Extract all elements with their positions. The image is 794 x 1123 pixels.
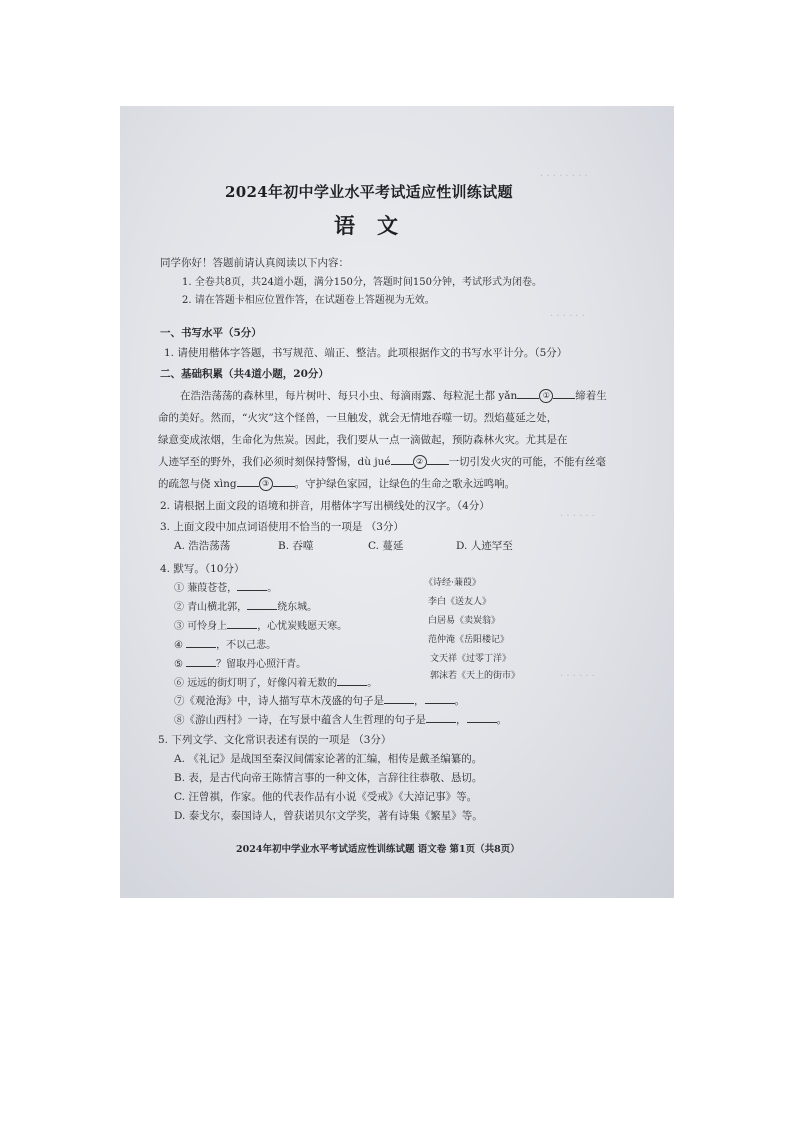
exam-page-photo: [120, 106, 674, 898]
subject-title: 语文: [334, 213, 420, 238]
blank-marker: ③: [259, 477, 273, 491]
passage-line: 在浩浩荡荡的森林里，每片树叶、每只小虫、每滴雨露、每粒泥土都 yǎn ① 缔着生: [180, 385, 607, 407]
recitation-source: 文天祥《过零丁洋》: [430, 654, 512, 664]
passage-line: 绿意变成浓烟，生命化为焦炭。因此，我们要从一点一滴做起，预防森林火灾。尤其是在: [158, 434, 568, 446]
option-c: C. 蔓延: [368, 540, 404, 552]
option-b: B. 吞噬: [278, 540, 314, 552]
option-b: B. 表，是古代向帝王陈情言事的一种文体，言辞往往恭敬、恳切。: [174, 772, 483, 784]
question-5: 5. 下列文学、文化常识表述有误的一项是 （3分）: [158, 734, 392, 746]
bleed-through: . . . . . .: [560, 508, 595, 519]
option-a: A. 浩浩荡荡: [174, 540, 231, 552]
blank-marker: ②: [413, 455, 427, 469]
recitation-item: ① 蒹葭苍苍， 。: [174, 579, 277, 594]
instructions-greeting: 同学你好！答题前请认真阅读以下内容：: [160, 257, 349, 269]
question-1: 1. 请使用楷体字答题，书写规范、端正、整洁。此项根据作文的书写水平计分。（5分）: [164, 347, 568, 359]
passage-line: 的疏忽与侥 xìng ③ 。守护绿色家园，让绿色的生命之歌永远鸣响。: [158, 473, 515, 495]
option-d: D. 泰戈尔，泰国诗人，曾获诺贝尔文学奖，著有诗集《繁星》等。: [174, 810, 483, 822]
passage-line: 命的美好。然而，“火灾”这个怪兽，一旦触发，就会无情地吞噬一切。烈焰蔓延之处，: [158, 412, 558, 424]
section-heading: 二、基础积累（共4道小题，20分）: [160, 368, 329, 380]
recitation-item: ② 青山横北郭， 绕东城。: [174, 598, 317, 613]
recitation-source: 白居易《卖炭翁》: [428, 616, 501, 626]
recitation-item: ⑦《观沧海》中，诗人描写草木茂盛的句子是 ， 。: [174, 692, 465, 708]
recitation-item: ⑧《游山西村》一诗，在写景中蕴含人生哲理的句子是 ， 。: [174, 711, 507, 727]
recitation-item: ⑤ ？留取丹心照汗青。: [174, 655, 306, 670]
question-4: 4. 默写。（10分）: [160, 563, 245, 575]
option-a: A. 《礼记》是战国至秦汉间儒家论著的汇编，相传是戴圣编纂的。: [174, 753, 483, 765]
question-2: 2. 请根据上面文段的语境和拼音，用楷体字写出横线处的汉字。（4分）: [160, 500, 490, 512]
recitation-source: 郭沫若《天上的街市》: [430, 671, 521, 681]
blank-marker: ①: [539, 389, 553, 403]
option-d: D. 人迹罕至: [456, 540, 513, 552]
instruction-item: 2. 请在答题卡相应位置作答，在试题卷上答题视为无效。: [182, 295, 435, 306]
bleed-through: . . . . . .: [560, 668, 595, 679]
option-c: C. 汪曾祺，作家。他的代表作品有小说《受戒》《大淖记事》等。: [174, 791, 478, 803]
recitation-source: 李白《送友人》: [428, 597, 492, 607]
recitation-source: 范仲淹《岳阳楼记》: [428, 635, 510, 645]
page-footer: 2024年初中学业水平考试适应性训练试题 语文卷 第1页（共8页）: [236, 844, 520, 855]
bleed-through: . . . . . . . .: [540, 168, 588, 179]
instruction-item: 1. 全卷共8页，共24道小题，满分150分，答题时间150分钟，考试形式为闭卷。: [182, 277, 542, 288]
question-3: 3. 上面文段中加点词语使用不恰当的一项是 （3分）: [160, 521, 404, 533]
passage-line: 人迹罕至的野外，我们必须时刻保持警惕，dù jué ② 一切引发火灾的可能，不能有丝毫: [158, 451, 606, 473]
bleed-through: . . . . . .: [550, 308, 585, 319]
exam-title: 2024年初中学业水平考试适应性训练试题: [225, 183, 513, 201]
recitation-item: ④ ，不以己悲。: [174, 636, 276, 651]
recitation-source: 《诗经·蒹葭》: [424, 578, 481, 588]
recitation-item: ⑥ 远远的街灯明了，好像闪着无数的 。: [174, 674, 377, 689]
recitation-item: ③ 可怜身上 ，心忧炭贱愿天寒。: [174, 617, 347, 632]
section-heading: 一、书写水平（5分）: [160, 327, 262, 339]
